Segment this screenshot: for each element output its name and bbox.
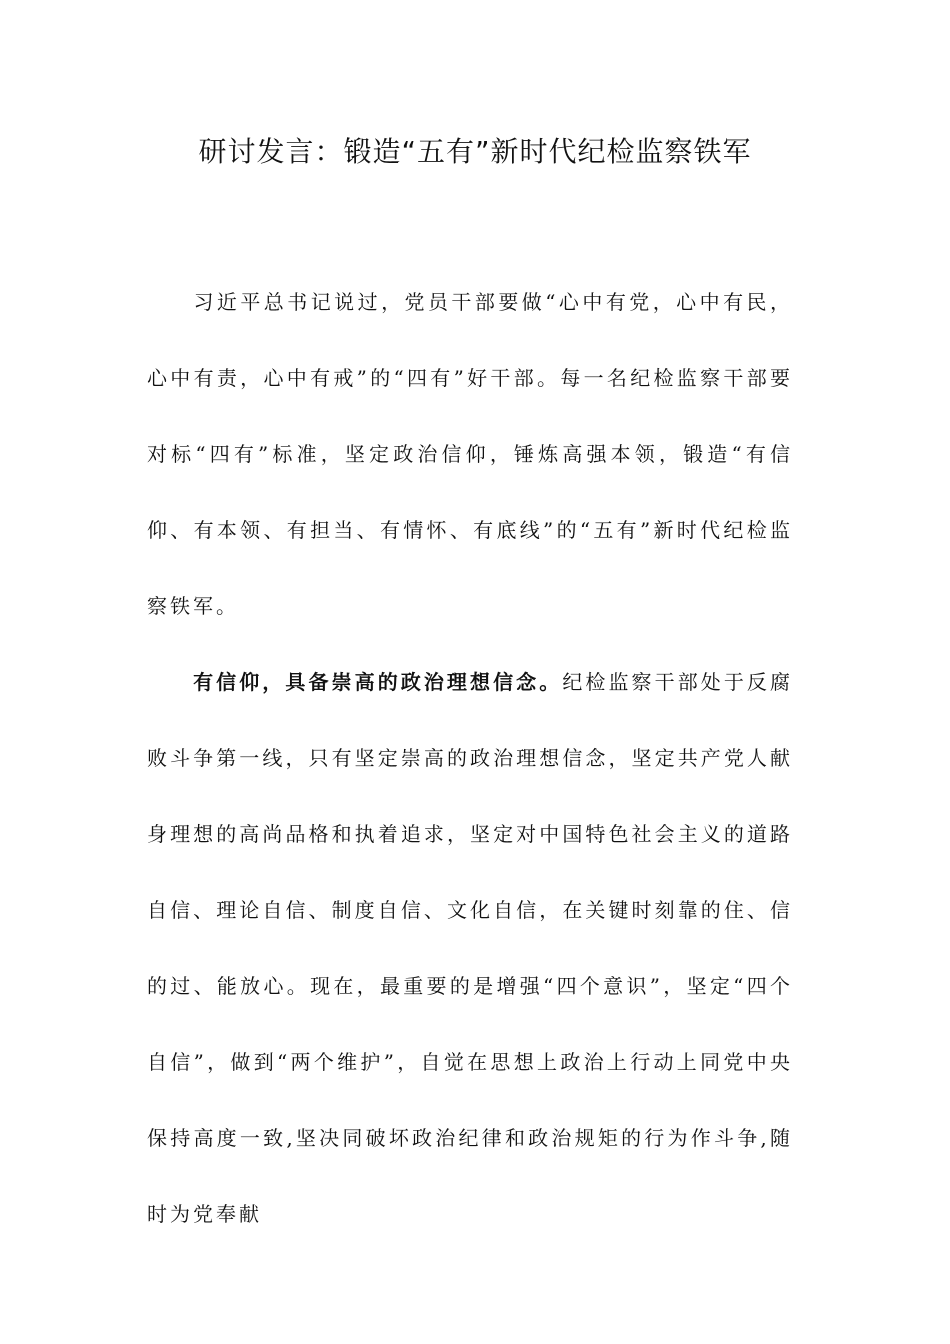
paragraph-2-lead: 有信仰，具备崇高的政治理想信念。 xyxy=(193,670,563,694)
paragraph-1-text: 习近平总书记说过，党员干部要做“心中有党，心中有民，心中有责，心中有戒”的“四有”好干部。每一名纪检监察干部要对标“四有”标准，坚定政治信仰，锤炼高强本领，锻造“有信仰、有本领、有担当、有情怀、有底线”的“五有”新时代纪检监察铁军。 xyxy=(147,290,793,618)
paragraph-2 xyxy=(147,644,793,1252)
document-title: 研讨发言：锻造“五有”新时代纪检监察铁军 xyxy=(198,135,752,168)
paragraph-2-text: 纪检监察干部处于反腐败斗争第一线，只有坚定崇高的政治理想信念，坚定共产党人献身理想的高尚品格和执着追求，坚定对中国特色社会主义的道路自信、理论自信、制度自信、文化自信，在关键时刻靠的住、信的过、能放心。现在，最重要的是增强“四个意识”，坚定“四个自信”，做到“两个维护”，自觉在思想上政治上行动上同党中央保持高度一致,坚决同破坏政治纪律和政治规矩的行为作斗争,随时为党奉献 xyxy=(147,670,794,1226)
paragraph-1 xyxy=(147,264,793,644)
